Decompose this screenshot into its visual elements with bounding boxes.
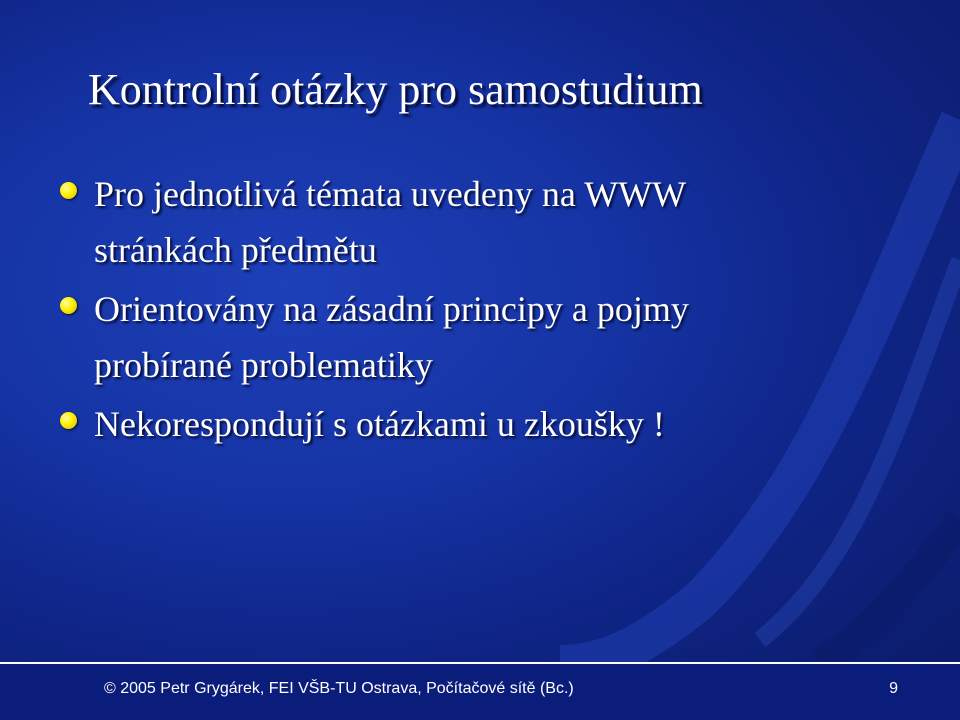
footer-copyright: © 2005 Petr Grygárek, FEI VŠB-TU Ostrava, Počítačové sítě (Bc.)	[104, 680, 574, 697]
bullet-item	[60, 396, 920, 452]
slide-title: Kontrolní otázky pro samostudium	[88, 65, 703, 114]
footer-divider	[0, 662, 960, 664]
bullet-item	[60, 166, 920, 278]
bullet-text-line: Nekorespondují s otázkami u zkoušky !	[94, 404, 665, 444]
bullet-text-line: Pro jednotlivá témata uvedeny na WWW	[94, 174, 687, 214]
bullet-dot-icon	[60, 412, 77, 429]
page-number: 9	[889, 680, 898, 697]
bullet-text-line: Orientovány na zásadní principy a pojmy	[94, 289, 689, 329]
bullet-dot-icon	[60, 182, 77, 199]
bullet-item	[60, 281, 920, 393]
bullet-dot-icon	[60, 297, 77, 314]
bullet-text-line: stránkách předmětu	[94, 230, 377, 270]
bullet-text-line: probírané problematiky	[94, 345, 433, 385]
bullet-list	[60, 166, 920, 455]
